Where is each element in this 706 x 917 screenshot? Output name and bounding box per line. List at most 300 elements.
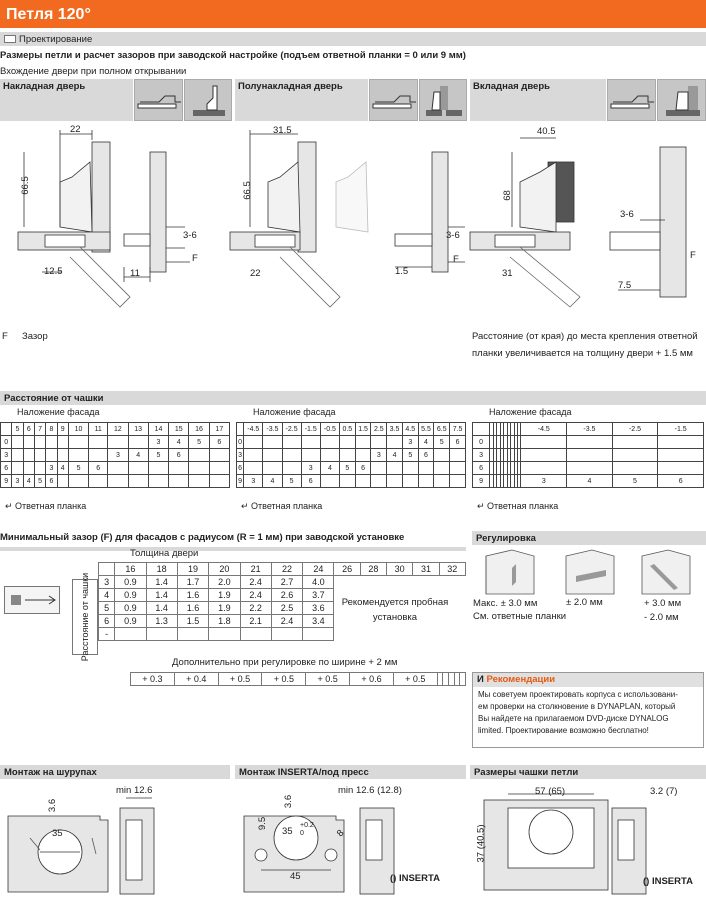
gap-rule (0, 547, 466, 551)
screw-a: 3.6 (47, 798, 59, 813)
column-header: 10 (68, 423, 88, 436)
add-cell (460, 673, 466, 686)
gap-cell: 1.6 (177, 602, 208, 615)
table-cell: 4 (23, 475, 34, 488)
table-cell (263, 436, 282, 449)
plate-row (473, 488, 704, 502)
table-cell (355, 436, 371, 449)
table-cell (418, 475, 434, 488)
mounting-drawings (0, 780, 706, 917)
table-cell (567, 462, 613, 475)
inset-note: Расстояние (от края) до места крепления ответной планки увеличивается на толщину двери + 1.5 мм (472, 331, 698, 359)
thickness-label: Толщина двери (130, 548, 199, 559)
column-header: -1.5 (658, 423, 704, 436)
table-cell (189, 449, 209, 462)
row-header: 6 (1, 462, 12, 475)
table-cell (612, 436, 658, 449)
table-cell (169, 475, 189, 488)
d2-range: 3-6 (446, 230, 460, 241)
column-header: 9 (57, 423, 68, 436)
door-header-inset: Вкладная дверь (470, 79, 606, 121)
gap-cell: 2.4 (240, 589, 271, 602)
gap-cell: 1.5 (177, 615, 208, 628)
table-cell (387, 475, 403, 488)
table-cell (89, 449, 108, 462)
gap-cell (303, 628, 334, 641)
gap-row-header: 5 (99, 602, 115, 615)
table-cell (169, 462, 189, 475)
table-cell: 4 (418, 436, 434, 449)
table-cell: 4 (387, 449, 403, 462)
gap-cell: 0.9 (115, 602, 146, 615)
table-cell: 6 (46, 475, 57, 488)
table-cell (46, 436, 57, 449)
adjust-v1: Макс. ± 3.0 мм См. ответные планки (473, 598, 567, 622)
table-cell (57, 475, 68, 488)
gap-cell (209, 628, 240, 641)
column-header: -3.5 (567, 423, 613, 436)
table-cell (450, 475, 466, 488)
table-cell (12, 462, 23, 475)
table-cell (612, 462, 658, 475)
table-row (1, 475, 230, 488)
table-cell (301, 436, 320, 449)
row-header: 0 (237, 436, 244, 449)
table-cell (339, 475, 355, 488)
gap-cell (177, 628, 208, 641)
table-cell (189, 475, 209, 488)
gap-cell: 0.9 (115, 576, 146, 589)
table-cell (23, 436, 34, 449)
adjust-header: Регулировка (472, 531, 706, 545)
table-cell (402, 475, 418, 488)
row-header: 3 (1, 449, 12, 462)
gap-cell: 0.9 (115, 615, 146, 628)
table-cell: 4 (128, 449, 148, 462)
gap-cell: 1.4 (146, 589, 177, 602)
d2-gap: F (453, 254, 459, 265)
cup-size-header: Размеры чашки петли (470, 765, 706, 779)
gap-row-header: 3 (99, 576, 115, 589)
d2-width: 31.5 (273, 125, 292, 136)
d1-range: 3-6 (183, 230, 197, 241)
d3-plate: 7.5 (618, 280, 632, 291)
column-header: 5 (12, 423, 23, 436)
table-cell (658, 462, 704, 475)
gap-column-header: 21 (240, 563, 271, 576)
table-row (473, 449, 704, 462)
table-cell (209, 462, 229, 475)
d1-height: 66.5 (19, 176, 31, 195)
gap-cell: 3.7 (303, 589, 334, 602)
table-cell (263, 449, 282, 462)
cup-a: 57 (65) (535, 786, 566, 797)
inset-hinge-icon (607, 79, 656, 121)
table-cell (108, 462, 128, 475)
d3-height: 68 (501, 190, 513, 201)
table-cell (371, 436, 387, 449)
adjust-icons (472, 548, 706, 598)
table-cell (450, 462, 466, 475)
column-header: 11 (89, 423, 108, 436)
inserta-f: 8 (334, 827, 347, 840)
gap-cell (115, 628, 146, 641)
plate-row (237, 488, 466, 502)
table-cell: 3 (46, 462, 57, 475)
row-header: 0 (1, 436, 12, 449)
table-row (473, 436, 704, 449)
table-cell (339, 436, 355, 449)
gap-row (99, 576, 466, 589)
table-cell: 4 (567, 475, 613, 488)
table-row (1, 449, 230, 462)
table-cell (567, 436, 613, 449)
add-cell: + 0.5 (218, 673, 262, 686)
gap-row-header: 6 (99, 615, 115, 628)
gap-cell: 1.9 (209, 589, 240, 602)
row-header: 6 (473, 462, 490, 475)
row-header: 9 (473, 475, 490, 488)
table-cell: 6 (450, 436, 466, 449)
gap-cell: 1.4 (146, 602, 177, 615)
column-header: 15 (169, 423, 189, 436)
table-cell: 6 (301, 475, 320, 488)
door-header-half: Полунакладная дверь (235, 79, 368, 121)
gap-column-header: 20 (209, 563, 240, 576)
design-label: Проектирование (19, 34, 93, 45)
inserta-b: 35 (282, 826, 293, 837)
design-subtitle: Размеры петли и расчет зазоров при заводской настройке (подъем ответной планки = 0 или 9 мм) (0, 50, 466, 61)
info-icon: И (477, 674, 484, 685)
column-header: -4.5 (244, 423, 263, 436)
inserta-e: 45 (290, 871, 301, 882)
table-cell (301, 449, 320, 462)
table-cell: 5 (34, 475, 45, 488)
d2-plate: 1.5 (395, 266, 409, 277)
table-cell (339, 449, 355, 462)
table-cell (418, 462, 434, 475)
gap-cell: 1.3 (146, 615, 177, 628)
column-header: -2.5 (612, 423, 658, 436)
table-cell (263, 462, 282, 475)
add-row (131, 673, 466, 686)
table-cell (521, 449, 567, 462)
side-label-box: Расстояние от чашки (72, 579, 98, 655)
plate-row (1, 488, 230, 502)
table-row (1, 462, 230, 475)
table-row (237, 436, 466, 449)
table-row (237, 462, 466, 475)
gap-cell: 2.5 (271, 602, 302, 615)
table-cell (108, 475, 128, 488)
gap-cell: 4.0 (303, 576, 334, 589)
table-cell (355, 449, 371, 462)
technical-drawings (0, 122, 706, 332)
table-cell (320, 436, 339, 449)
gap-cell: 3.6 (303, 602, 334, 615)
d3-range: 3-6 (620, 209, 634, 220)
add-cell: + 0.6 (350, 673, 394, 686)
table-cell: 6 (355, 462, 371, 475)
table-cell: 5 (148, 449, 168, 462)
cup-c: 37 (40.5) (475, 824, 487, 863)
gap-cell (387, 628, 413, 641)
table-corner (1, 423, 12, 436)
row-header: 6 (237, 462, 244, 475)
d3-width: 40.5 (537, 126, 556, 137)
gap-cell: 2.7 (271, 576, 302, 589)
column-header: 6 (23, 423, 34, 436)
recommendations-box: И Рекомендации Мы советуем проектировать корпуса с использовани- ем проверки на столкновение в DYNAPLAN, который Вы найдете на прилагаемом DVD-диске DYNALOG limited. Проектирование возможно бесплатно! (472, 672, 704, 748)
column-header: 7 (34, 423, 45, 436)
table-cell: 4 (263, 475, 282, 488)
table-cell (23, 462, 34, 475)
table-cell: 5 (612, 475, 658, 488)
column-header: 4.5 (402, 423, 418, 436)
table-cell: 4 (57, 462, 68, 475)
table-cell (34, 462, 45, 475)
screw-b: 35 (52, 828, 63, 839)
gap-cell: 1.4 (146, 576, 177, 589)
add-cell: + 0.3 (131, 673, 175, 686)
table-cell (658, 436, 704, 449)
gap-cell (334, 628, 360, 641)
gap-column-header: 16 (115, 563, 146, 576)
d3-offset: 31 (502, 268, 513, 279)
table-cell (68, 436, 88, 449)
row-header: 9 (1, 475, 12, 488)
gap-cell (413, 628, 439, 641)
gap-column-header: 32 (439, 563, 465, 576)
inserta-c: min 12.6 (12.8) (338, 785, 402, 796)
table-cell: 4 (320, 462, 339, 475)
design-entry: Вхождение двери при полном открывании (0, 66, 187, 77)
gap-cell (240, 628, 271, 641)
column-header: 7.5 (450, 423, 466, 436)
plate-cell (237, 488, 466, 502)
gap-cell: 2.4 (240, 576, 271, 589)
page-title: Петля 120° (0, 0, 706, 28)
d1-offset: 12.5 (44, 266, 63, 277)
door-header-overlay: Накладная дверь (0, 79, 133, 121)
column-header: 3.5 (387, 423, 403, 436)
mount-inserta-header: Монтаж INSERTA/под пресс (235, 765, 466, 779)
gap-corner (99, 563, 115, 576)
column-header: 8 (46, 423, 57, 436)
gap-cell (146, 628, 177, 641)
table-cell (434, 462, 450, 475)
rec-line: limited. Проектирование возможно бесплатно! (478, 726, 649, 735)
gap-column-header: 31 (413, 563, 439, 576)
adjust-v2: ± 2.0 мм (566, 597, 603, 608)
d2-offset: 22 (250, 268, 261, 279)
overlay-door-icon (184, 79, 232, 121)
gap-column-header: 30 (387, 563, 413, 576)
column-header: 6.5 (434, 423, 450, 436)
d1-plate: 11 (130, 268, 140, 279)
row-header: 3 (473, 449, 490, 462)
mount-screw-header: Монтаж на шурупах (0, 765, 230, 779)
table-corner (473, 423, 490, 436)
table-cell (108, 436, 128, 449)
row-header: 9 (237, 475, 244, 488)
table-cell (658, 449, 704, 462)
gap-column-header: 26 (334, 563, 360, 576)
inset-door-icon (657, 79, 706, 121)
table-cell (189, 462, 209, 475)
table-cell (402, 462, 418, 475)
column-header: 2.5 (371, 423, 387, 436)
table-cell (371, 462, 387, 475)
cup-distance-header: Расстояние от чашки (0, 391, 706, 405)
adjust-v3: + 3.0 мм - 2.0 мм (644, 598, 682, 623)
gap-cell: 0.9 (115, 589, 146, 602)
add-cell: + 0.5 (306, 673, 350, 686)
table-row (1, 436, 230, 449)
gap-title: Минимальный зазор (F) для фасадов с радиусом (R = 1 мм) при заводской установке (0, 532, 405, 543)
plate-cell (473, 488, 704, 502)
gap-cell (387, 576, 413, 589)
table-cell (612, 449, 658, 462)
table-cell (89, 475, 108, 488)
table-corner (237, 423, 244, 436)
table-cell (209, 449, 229, 462)
plate-label: ↵ Ответная планка (241, 501, 323, 511)
gap-column-header: 28 (360, 563, 386, 576)
column-header: 13 (128, 423, 148, 436)
gap-header-row (99, 563, 466, 576)
table-header-row (237, 423, 466, 436)
table-cell (148, 462, 168, 475)
table-cell (282, 436, 301, 449)
table-cell (387, 436, 403, 449)
design-header (0, 32, 706, 46)
table-cell: 6 (209, 436, 229, 449)
gap-cell (360, 628, 386, 641)
table-cell (567, 449, 613, 462)
rec-line: Мы советуем проектировать корпуса с использовани- (478, 690, 678, 699)
table-cell (450, 449, 466, 462)
table-cell (128, 462, 148, 475)
table-cell (68, 475, 88, 488)
table-cell: 3 (402, 436, 418, 449)
table-cell (521, 462, 567, 475)
column-header: -3.5 (263, 423, 282, 436)
table-cell (209, 475, 229, 488)
table-cell: 5 (434, 436, 450, 449)
column-header: -2.5 (282, 423, 301, 436)
table-cell (23, 449, 34, 462)
table-cell (57, 449, 68, 462)
gap-cell: 2.1 (240, 615, 271, 628)
table-cell (34, 449, 45, 462)
table-cell (434, 475, 450, 488)
gap-cell: 2.6 (271, 589, 302, 602)
table-header-row (1, 423, 230, 436)
table-cell (282, 462, 301, 475)
rec-line: ем проверки на столкновение в DYNAPLAN, который (478, 702, 676, 711)
table-cell (355, 475, 371, 488)
table-cell: 3 (301, 462, 320, 475)
table-row (237, 449, 466, 462)
add-cell: + 0.4 (174, 673, 218, 686)
add-cell: + 0.5 (393, 673, 437, 686)
gap-cell (334, 576, 360, 589)
plate-label: ↵ Ответная планка (5, 501, 87, 511)
d1-width: 22 (70, 124, 81, 135)
plate-label: ↵ Ответная планка (477, 501, 559, 511)
table-cell (244, 436, 263, 449)
table-row (473, 462, 704, 475)
gap-column-header: 18 (146, 563, 177, 576)
table-cell: 4 (169, 436, 189, 449)
column-header: -4.5 (521, 423, 567, 436)
table-cell (244, 449, 263, 462)
gap-row-header: 4 (99, 589, 115, 602)
column-header: 12 (108, 423, 128, 436)
table-header-row (473, 423, 704, 436)
gap-row (99, 628, 466, 641)
cup-b: 3.2 (7) (650, 786, 678, 797)
gap-cell: 2.4 (271, 615, 302, 628)
gap-cell: 1.7 (177, 576, 208, 589)
add-cell: + 0.5 (262, 673, 306, 686)
table-cell: 3 (108, 449, 128, 462)
inserta-note: () INSERTA (390, 873, 440, 884)
gap-cell (413, 576, 439, 589)
table-cell (128, 436, 148, 449)
d1-gap: F (192, 253, 198, 264)
column-header: 1.5 (355, 423, 371, 436)
gap-diagram (4, 586, 60, 614)
half-door-icon (419, 79, 467, 121)
table-cell (34, 436, 45, 449)
d3-gap: F (690, 250, 696, 261)
table-cell (387, 462, 403, 475)
table-row (473, 475, 704, 488)
gap-cell (360, 576, 386, 589)
f-label: Зазор (22, 331, 48, 342)
additional-label: Дополнительно при регулировке по ширине + 2 мм (172, 657, 398, 668)
table-cell: 3 (244, 475, 263, 488)
inserta-d: 9.5 (257, 816, 269, 831)
table-cell: 6 (418, 449, 434, 462)
table-cell (434, 449, 450, 462)
d2-height: 66.5 (241, 181, 253, 200)
cup-note: () INSERTA (643, 876, 693, 887)
table-cell: 3 (521, 475, 567, 488)
table-cell (148, 475, 168, 488)
screw-c: min 12.6 (116, 785, 153, 796)
gap-cell (439, 576, 465, 589)
column-header: 16 (189, 423, 209, 436)
inserta-a: 3.6 (283, 794, 295, 809)
column-header: -0.5 (320, 423, 339, 436)
table-cell (521, 436, 567, 449)
pencil-icon (4, 35, 16, 43)
table-cell (12, 436, 23, 449)
column-header: -1.5 (301, 423, 320, 436)
table-cell: 6 (658, 475, 704, 488)
table-cell: 3 (148, 436, 168, 449)
gap-column-header: 19 (177, 563, 208, 576)
column-header: 5.5 (418, 423, 434, 436)
gap-cell: 1.8 (209, 615, 240, 628)
table-cell (12, 449, 23, 462)
gap-cell (439, 628, 465, 641)
table-row (237, 475, 466, 488)
rec-line: Вы найдете на прилагаемом DVD-диске DYNALOG (478, 714, 669, 723)
